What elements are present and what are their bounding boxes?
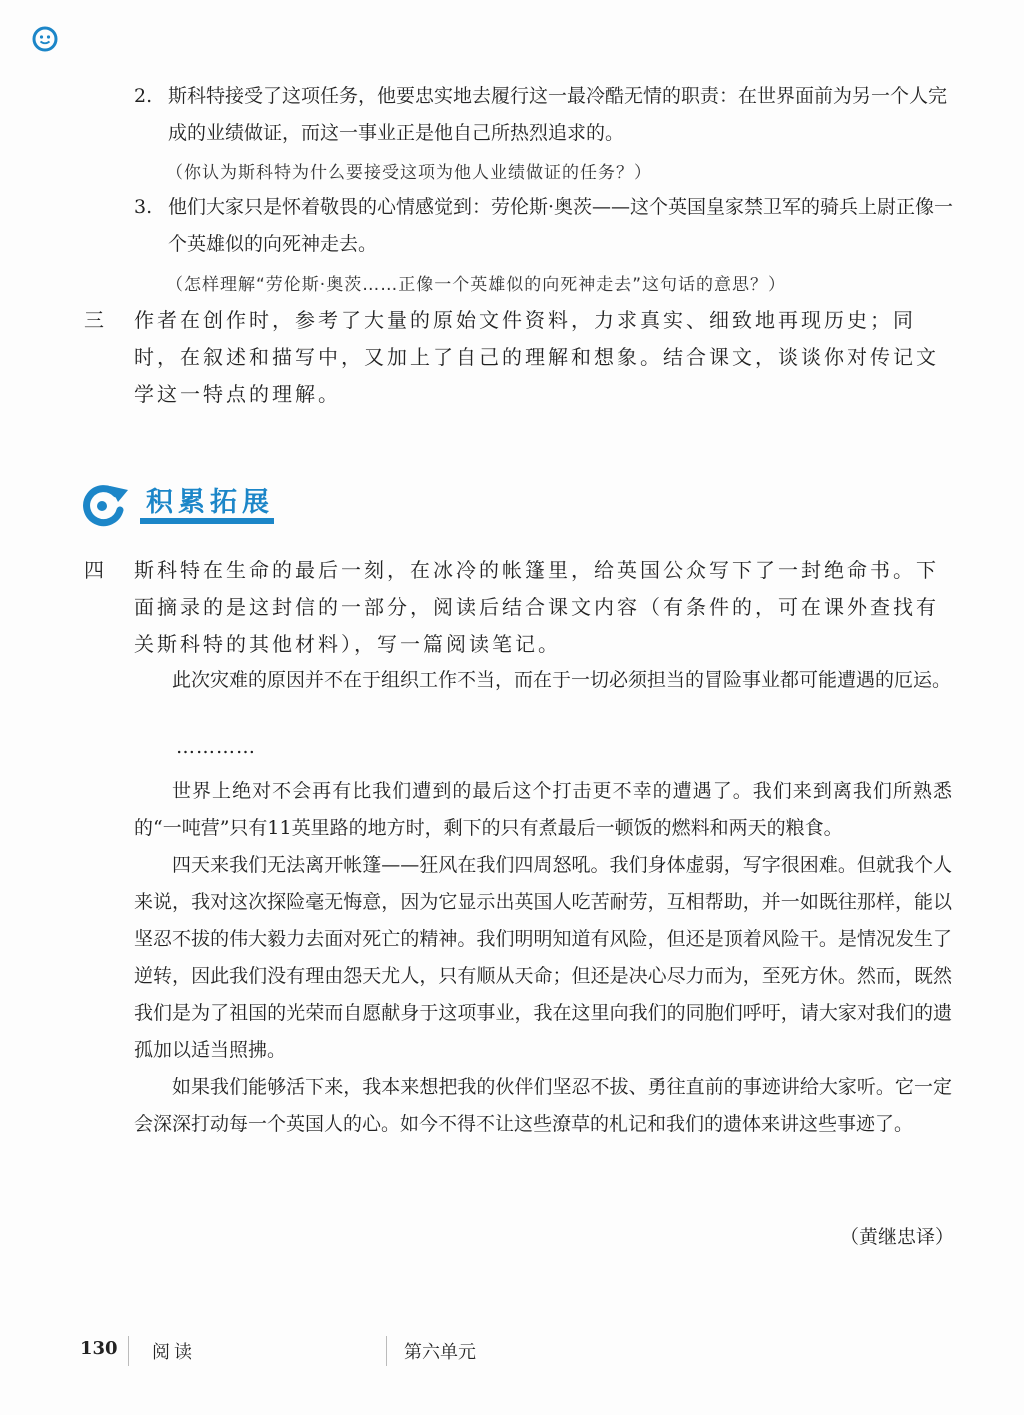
question-hint: （你认为斯科特为什么要接受这项为他人业绩做证的任务？） bbox=[166, 163, 652, 183]
exercise-number: 三 bbox=[84, 308, 107, 332]
smile-icon bbox=[32, 26, 58, 52]
question-number: 2. bbox=[134, 85, 153, 107]
question-number: 3. bbox=[134, 196, 153, 218]
footer-divider bbox=[128, 1336, 129, 1366]
footer-divider bbox=[386, 1336, 387, 1366]
heading-underline bbox=[140, 518, 274, 524]
letter-paragraph: 如果我们能够活下来，我本来想把我的伙伴们坚忍不拔、勇往直前的事迹讲给大家听。它一定会深深打动每一个英国人的心。如今不得不让这些潦草的札记和我们的遗体来讲这些事迹了。 bbox=[134, 1076, 952, 1135]
letter-excerpt-part1 bbox=[134, 662, 952, 699]
question-item-3 bbox=[134, 189, 954, 263]
translator-credit: （黄继忠译） bbox=[839, 1226, 954, 1248]
exercise-text: 作者在创作时，参考了大量的原始文件资料，力求真实、细致地再现历史；同时，在叙述和描写中，又加上了自己的理解和想象。结合课文，谈谈你对传记文学这一特点的理解。 bbox=[134, 308, 939, 406]
question-text: 他们大家只是怀着敬畏的心情感觉到：劳伦斯·奥茨——这个英国皇家禁卫军的骑兵上尉正像一个英雄似的向死神走去。 bbox=[168, 196, 954, 255]
question-item-2 bbox=[134, 78, 954, 152]
page-number: 130 bbox=[80, 1338, 118, 1359]
letter-excerpt-part2 bbox=[134, 773, 952, 1143]
question-hint: （怎样理解“劳伦斯·奥茨……正像一个英雄似的向死神走去”这句话的意思？） bbox=[166, 275, 787, 295]
letter-paragraph: 四天来我们无法离开帐篷——狂风在我们四周怒吼。我们身体虚弱，写字很困难。但就我个人来说，我对这次探险毫无悔意，因为它显示出英国人吃苦耐劳，互相帮助，并一如既往那样，能以坚忍不拔的伟大毅力去面对死亡的精神。我们明明知道有风险，但还是顶着风险干。是情况发生了逆转，因此我们没有理由怨天尤人，只有顺从天命；但还是决心尽力而为，至死方休。然而，既然我们是为了祖国的光荣而自愿献身于这项事业，我在这里向我们的同胞们呼吁，请大家对我们的遗孤加以适当照拂。 bbox=[134, 854, 952, 1061]
letter-paragraph: 世界上绝对不会再有比我们遭到的最后这个打击更不幸的遭遇了。我们来到离我们所熟悉的“一吨营”只有11英里路的地方时，剩下的只有煮最后一顿饭的燃料和两天的粮食。 bbox=[134, 780, 952, 839]
refresh-arrow-icon bbox=[78, 480, 130, 528]
footer-unit-label: 第六单元 bbox=[404, 1342, 476, 1363]
exercise-four bbox=[84, 552, 956, 663]
section-heading: 积累拓展 bbox=[146, 487, 274, 518]
letter-paragraph: 此次灾难的原因并不在于组织工作不当，而在于一切必须担当的冒险事业都可能遭遇的厄运。 bbox=[172, 669, 952, 691]
omission-mark: ………… bbox=[176, 736, 256, 758]
exercise-number: 四 bbox=[84, 558, 107, 582]
exercise-text: 斯科特在生命的最后一刻，在冰冷的帐篷里，给英国公众写下了一封绝命书。下面摘录的是这封信的一部分，阅读后结合课文内容（有条件的，可在课外查找有关斯科特的其他材料），写一篇阅读笔记。 bbox=[134, 558, 939, 656]
question-text: 斯科特接受了这项任务，他要忠实地去履行这一最冷酷无情的职责：在世界面前为另一个人完成的业绩做证，而这一事业正是他自己所热烈追求的。 bbox=[168, 85, 948, 144]
exercise-three bbox=[84, 302, 956, 413]
footer-section-label: 阅读 bbox=[152, 1342, 196, 1363]
